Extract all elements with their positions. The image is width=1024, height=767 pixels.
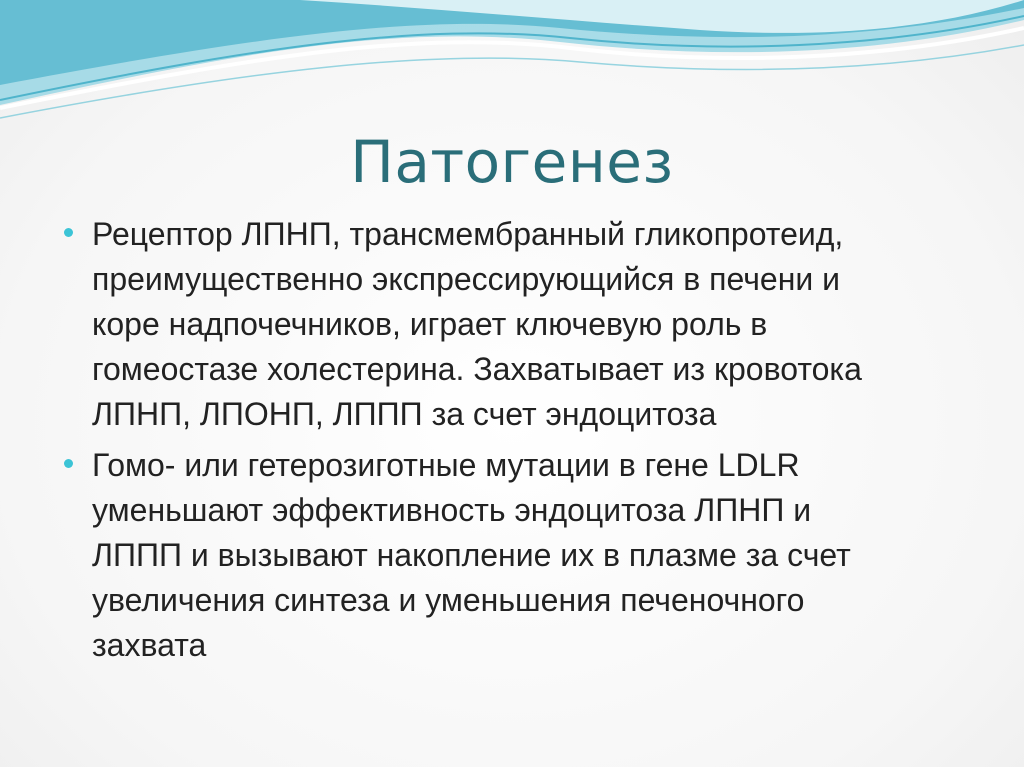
bullet-line: Гомо- или гетерозиготные мутации в гене LDLR	[92, 447, 800, 483]
bullet-line: преимущественно экспрессирующийся в печени и	[92, 261, 840, 297]
slide-title: Патогенез	[350, 128, 674, 196]
bullet-line: гомеостазе холестерина. Захватывает из кровотока	[92, 351, 862, 387]
bullet-line: Рецептор ЛПНП, трансмембранный гликопротеид,	[92, 216, 844, 252]
bullet-item	[62, 212, 962, 437]
bullet-item	[62, 443, 962, 668]
bullet-line: увеличения синтеза и уменьшения печеночного	[92, 582, 805, 618]
decorative-wave	[0, 0, 1024, 130]
bullet-list	[62, 212, 962, 674]
bullet-line: захвата	[92, 627, 207, 663]
bullet-icon	[64, 228, 73, 237]
bullet-line: уменьшают эффективность эндоцитоза ЛПНП и	[92, 492, 812, 528]
bullet-line: коре надпочечников, играет ключевую роль в	[92, 306, 768, 342]
bullet-line: ЛППП и вызывают накопление их в плазме за счет	[92, 537, 851, 573]
bullet-icon	[64, 459, 73, 468]
bullet-line: ЛПНП, ЛПОНП, ЛППП за счет эндоцитоза	[92, 396, 717, 432]
